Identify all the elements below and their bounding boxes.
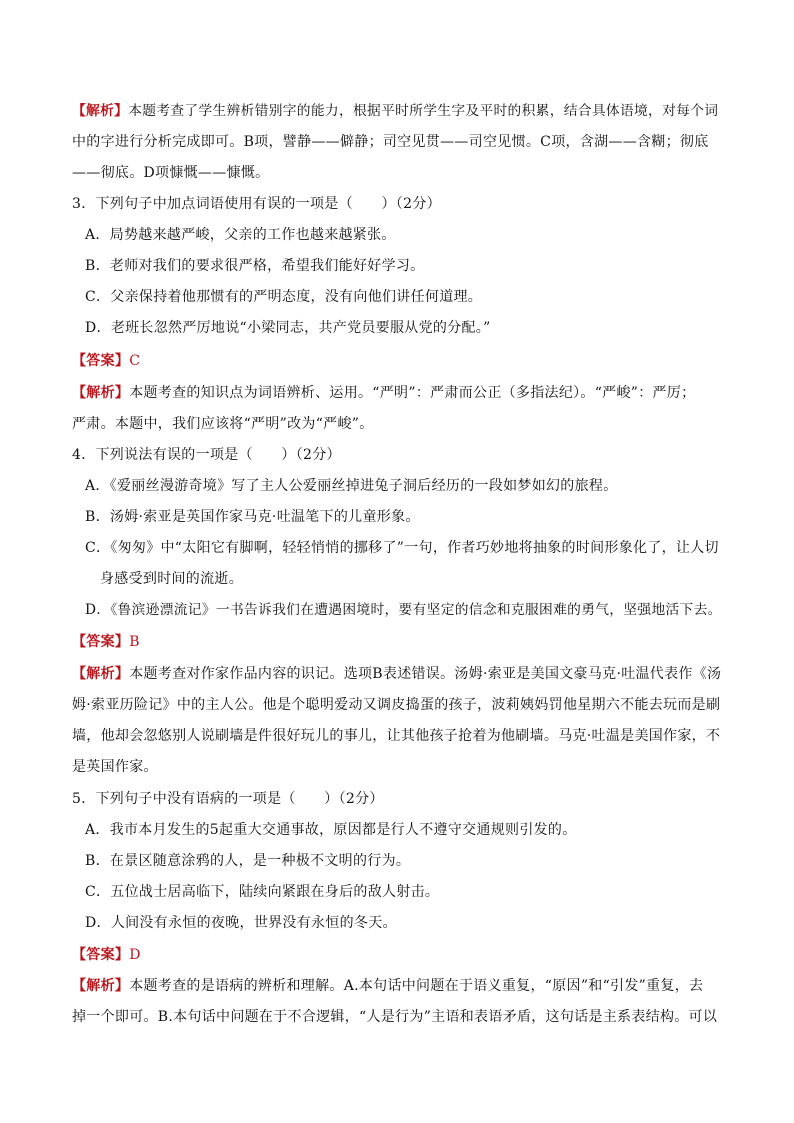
q4-option-c-continued: 身感受到时间的流逝。 <box>100 571 243 587</box>
analysis-tag: 【解析】 <box>72 978 130 994</box>
q4-option-a: A．《爱丽丝漫游奇境》写了主人公爱丽丝掉进兔子洞后经历的一段如梦如幻的旅程。 <box>85 478 618 494</box>
q5-option-b: B．在景区随意涂鸦的人，是一种极不文明的行为。 <box>85 853 411 869</box>
q5-option-a: A．我市本月发生的5起重大交通事故，原因都是行人不遵守交通规则引发的。 <box>85 822 577 838</box>
q4-analysis-line-4: 是英国作家。 <box>72 759 158 775</box>
q2-analysis-line-1: 【解析】本题考查了学生辨析错别字的能力，根据平时所学生字及平时的积累，结合具体语境，对每个词 <box>72 103 719 119</box>
q3-answer <box>72 346 722 377</box>
q3-analysis-line-1: 【解析】本题考查的知识点为词语辨析、运用。“严明”：严肃而公正（多指法纪）。“严峻”：严厉； <box>72 385 696 401</box>
q4-answer-value: B <box>129 634 140 650</box>
answer-tag: 【答案】 <box>72 353 130 369</box>
q3-analysis-line-2: 严肃。本题中，我们应该将“严明”改为“严峻”。 <box>72 416 374 432</box>
q5-answer <box>72 940 722 971</box>
analysis-tag: 【解析】 <box>72 103 129 119</box>
q5-answer-value: D <box>129 947 141 963</box>
q4-analysis-line-1: 【解析】本题考查对作家作品内容的识记。选项B表述错误。汤姆·索亚是美国文豪马克·吐温代表作《汤 <box>72 666 722 682</box>
q4-analysis-line-2: 姆·索亚历险记》中的主人公。他是个聪明爱动又调皮捣蛋的孩子，波莉姨妈罚他星期六不能去玩而是刷 <box>72 697 721 713</box>
q4-stem: 4．下列说法有误的一项是（ ）（2分） <box>72 447 341 463</box>
q5-analysis-line-1: 【解析】本题考查的是语病的辨析和理解。A.本句话中问题在于语义重复，“原因”和“引发”重复，去 <box>72 978 704 994</box>
q2-analysis-line-3: ——彻底。D项慷慨——慷慨。 <box>72 165 270 181</box>
q3-option-a: A．局势越来越严峻，父亲的工作也越来越紧张。 <box>85 227 396 243</box>
analysis-tag: 【解析】 <box>72 385 130 401</box>
q4-answer <box>72 627 722 658</box>
q3-answer-value: C <box>129 353 141 369</box>
q5-analysis-line-2: 掉一个即可。B.本句话中问题在于不合逻辑，“人是行为”主语和表语矛盾，这句话是主系表结构。可以 <box>72 1009 718 1025</box>
answer-tag: 【答案】 <box>72 947 130 963</box>
q3-option-d: D．老班长忽然严厉地说“小梁同志，共产党员要服从党的分配。” <box>85 320 491 336</box>
q4-option-c: C．《匆匆》中“太阳它有脚啊，轻轻悄悄的挪移了”一句，作者巧妙地将抽象的时间形象化了，让人切 <box>85 540 719 556</box>
q5-option-c: C．五位战士居高临下，陆续向紧跟在身后的敌人射击。 <box>85 884 440 900</box>
q5-option-d: D．人间没有永恒的夜晚，世界没有永恒的冬天。 <box>85 915 397 931</box>
q5-stem: 5．下列句子中没有语病的一项是（ ）（2分） <box>72 791 384 807</box>
analysis-tag: 【解析】 <box>72 666 130 682</box>
q3-option-b: B．老师对我们的要求很严格，希望我们能好好学习。 <box>85 258 425 274</box>
q3-option-c: C．父亲保持着他那惯有的严明态度，没有向他们讲任何道理。 <box>85 289 483 305</box>
answer-tag: 【答案】 <box>72 634 130 650</box>
q4-option-b: B．汤姆·索亚是英国作家马克·吐温笔下的儿童形象。 <box>85 509 420 525</box>
q2-analysis-line-2: 中的字进行分析完成即可。B项，譬静——僻静；司空见贯——司空见惯。C项，含湖——含糊；彻底 <box>72 134 709 150</box>
q4-analysis-line-3: 墙，他却会忽悠别人说刷墙是件很好玩儿的事儿，让其他孩子抢着为他刷墙。马克·吐温是美国作家，不 <box>72 728 721 744</box>
q3-stem: 3．下列句子中加点词语使用有误的一项是（ ）（2分） <box>72 196 441 212</box>
q4-option-d: D．《鲁滨逊漂流记》一书告诉我们在遭遇困境时，要有坚定的信念和克服困难的勇气，坚强地活下去。 <box>85 602 722 618</box>
